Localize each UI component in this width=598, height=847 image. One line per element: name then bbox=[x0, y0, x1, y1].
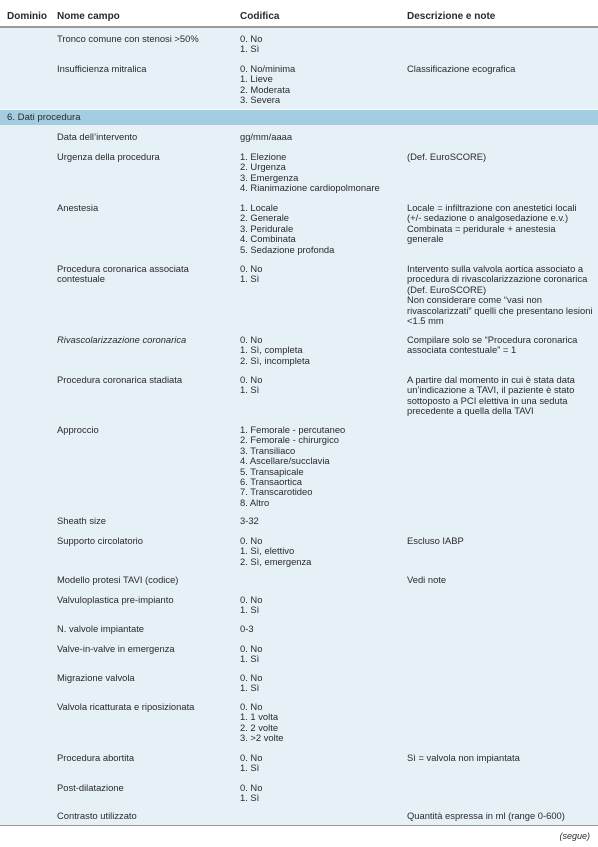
field-coding: 0. No 1. Sì bbox=[240, 594, 263, 616]
field-name: Valvuloplastica pre-impianto bbox=[57, 594, 174, 605]
field-coding: 0. No 1. Sì, completa 2. Sì, incompleta bbox=[240, 334, 310, 366]
field-name: Procedura coronarica associata contestuale bbox=[57, 263, 189, 285]
field-coding: 1. Elezione 2. Urgenza 3. Emergenza 4. Rianimazione cardiopolmonare bbox=[240, 151, 380, 194]
field-description: Locale = infiltrazione con anestetici locali (+/- sedazione o analgosedazione e.v.) Combinata = peridurale + anestesia generale bbox=[407, 202, 577, 245]
field-description: A partire dal momento in cui è stata data un’indicazione a TAVI, il paziente è stato sottoposto a PCI elettiva in una seduta precedente a quella della TAVI bbox=[407, 374, 575, 417]
field-description: Sì = valvola non impiantata bbox=[407, 752, 520, 763]
field-name: Data dell’intervento bbox=[57, 131, 138, 142]
field-name: Valve-in-valve in emergenza bbox=[57, 643, 175, 654]
section-header bbox=[0, 109, 598, 125]
field-name: Supporto circolatorio bbox=[57, 535, 143, 546]
field-name: Approccio bbox=[57, 424, 99, 435]
header-nome-campo: Nome campo bbox=[57, 11, 120, 22]
header-descrizione: Descrizione e note bbox=[407, 11, 496, 22]
field-coding: 0. No 1. Sì bbox=[240, 33, 263, 55]
field-description: Quantità espressa in ml (range 0-600) bbox=[407, 810, 565, 821]
field-name: Procedura coronarica stadiata bbox=[57, 374, 183, 385]
field-coding: gg/mm/aaaa bbox=[240, 131, 293, 142]
field-coding: 0. No 1. 1 volta 2. 2 volte 3. >2 volte bbox=[240, 701, 284, 744]
field-coding: 0. No 1. Sì bbox=[240, 782, 263, 804]
continuation-note: (segue) bbox=[559, 831, 590, 841]
header-codifica: Codifica bbox=[240, 11, 280, 22]
field-coding: 0. No 1. Sì bbox=[240, 374, 263, 396]
field-coding: 0. No 1. Sì bbox=[240, 752, 263, 774]
header-dominio: Dominio bbox=[7, 11, 47, 22]
field-description: Intervento sulla valvola aortica associato a procedura di rivascolarizzazione coronarica (Def. EuroSCORE) Non considerare come “vasi non rivascolarizzati” quelli che presentano lesioni <1.5 mm bbox=[407, 263, 593, 327]
field-coding: 0. No/minima 1. Lieve 2. Moderata 3. Severa bbox=[240, 63, 296, 106]
field-name: Post-dilatazione bbox=[57, 782, 124, 793]
field-coding: 3-32 bbox=[240, 515, 259, 526]
field-name: Tronco comune con stenosi >50% bbox=[57, 33, 199, 44]
field-coding: 0. No 1. Sì bbox=[240, 672, 263, 694]
field-description: Classificazione ecografica bbox=[407, 63, 516, 74]
field-description: Vedi note bbox=[407, 574, 447, 585]
field-name: Insufficienza mitralica bbox=[57, 63, 147, 74]
field-description: (Def. EuroSCORE) bbox=[407, 151, 487, 162]
section-title: 6. Dati procedura bbox=[7, 112, 81, 123]
field-name: Contrasto utilizzato bbox=[57, 810, 137, 821]
field-name: Procedura abortita bbox=[57, 752, 135, 763]
field-name: N. valvole impiantate bbox=[57, 623, 145, 634]
field-coding: 0. No 1. Sì bbox=[240, 263, 263, 285]
field-name: Modello protesi TAVI (codice) bbox=[57, 574, 179, 585]
table-header bbox=[0, 0, 598, 28]
field-name: Urgenza della procedura bbox=[57, 151, 160, 162]
field-name: Anestesia bbox=[57, 202, 99, 213]
field-name: Rivascolarizzazione coronarica bbox=[57, 334, 187, 345]
field-description: Escluso IABP bbox=[407, 535, 464, 546]
bottom-rule bbox=[0, 825, 598, 826]
field-coding: 0-3 bbox=[240, 623, 254, 634]
field-name: Sheath size bbox=[57, 515, 106, 526]
field-name: Migrazione valvola bbox=[57, 672, 135, 683]
field-name: Valvola ricatturata e riposizionata bbox=[57, 701, 195, 712]
field-coding: 0. No 1. Sì bbox=[240, 643, 263, 665]
field-coding: 1. Locale 2. Generale 3. Peridurale 4. Combinata 5. Sedazione profonda bbox=[240, 202, 335, 255]
field-coding: 0. No 1. Sì, elettivo 2. Sì, emergenza bbox=[240, 535, 312, 567]
field-description: Compilare solo se “Procedura coronarica associata contestuale” = 1 bbox=[407, 334, 578, 356]
field-coding: 1. Femorale - percutaneo 2. Femorale - chirurgico 3. Transiliaco 4. Ascellare/succlavia 5. Transapicale 6. Transaortica 7. Transcarotideo 8. Altro bbox=[240, 424, 346, 508]
